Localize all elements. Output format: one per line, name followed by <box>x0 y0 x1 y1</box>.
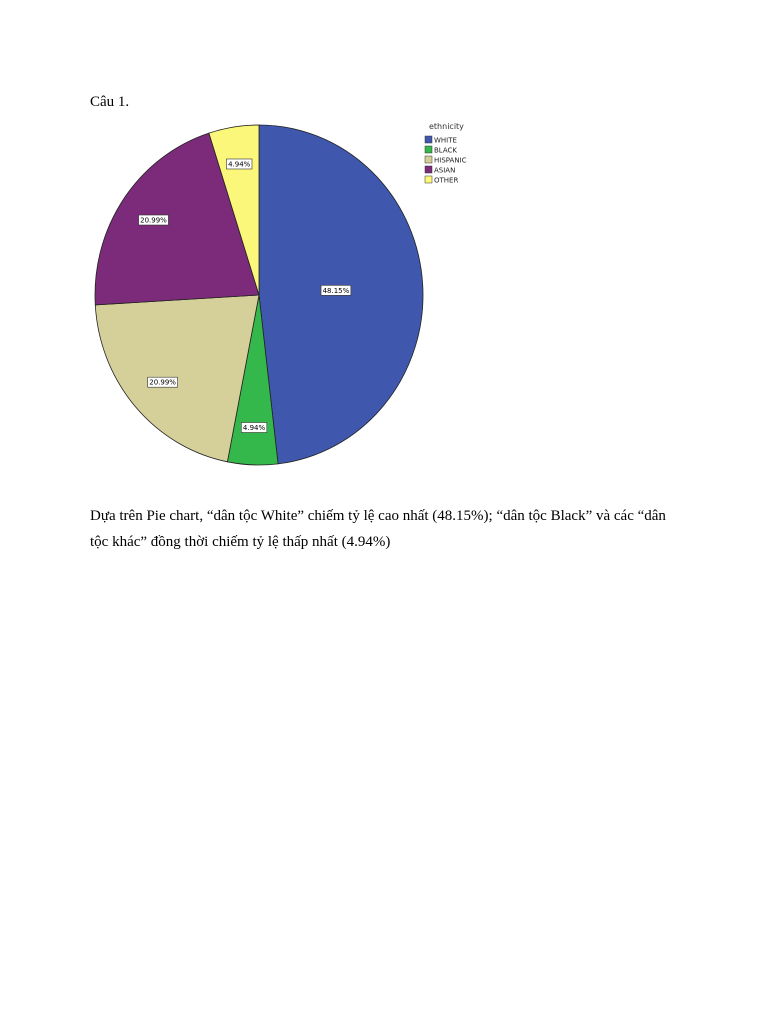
legend-label-hispanic: HISPANIC <box>434 156 467 165</box>
legend-swatch-asian <box>425 166 432 173</box>
legend-label-black: BLACK <box>434 146 458 155</box>
legend-swatch-white <box>425 136 432 143</box>
legend-label-white: WHITE <box>434 136 457 145</box>
legend-label-other: OTHER <box>434 176 459 185</box>
pie-chart <box>0 0 768 500</box>
pie-slices <box>95 125 423 465</box>
data-label-asian: 20.99% <box>140 216 167 225</box>
data-label-black: 4.94% <box>242 424 266 433</box>
legend-title: ethnicity <box>429 122 464 131</box>
chart-legend <box>425 122 467 185</box>
question-heading: Câu 1. <box>90 94 130 110</box>
legend-swatch-hispanic <box>425 156 432 163</box>
data-label-hispanic: 20.99% <box>149 378 176 387</box>
legend-label-asian: ASIAN <box>434 166 456 175</box>
legend-swatch-black <box>425 146 432 153</box>
data-label-white: 48.15% <box>322 286 350 295</box>
data-label-other: 4.94% <box>228 160 251 169</box>
legend-swatch-other <box>425 176 432 183</box>
analysis-paragraph: Dựa trên Pie chart, “dân tộc White” chiếm tỷ lệ cao nhất (48.15%); “dân tộc Black” và các “dân tộc khác” đồng thời chiếm tỷ lệ thấp nhất (4.94%) <box>90 508 666 550</box>
